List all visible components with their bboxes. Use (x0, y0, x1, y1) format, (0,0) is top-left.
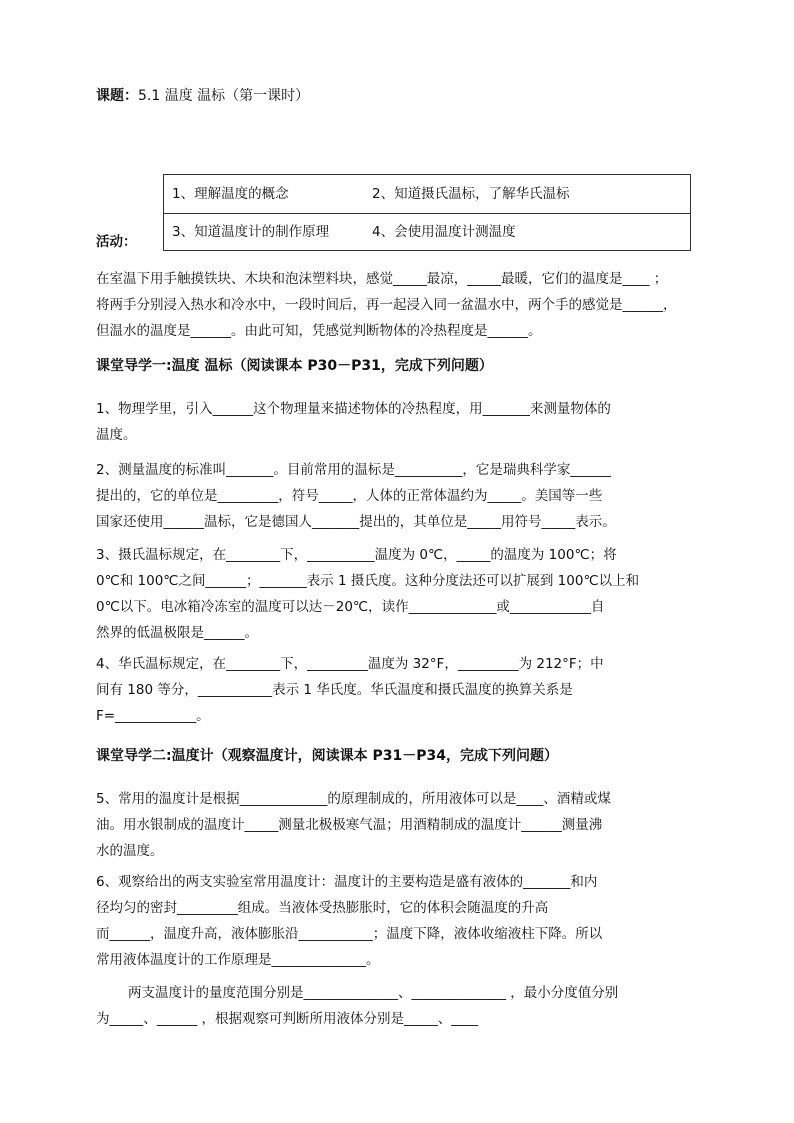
section1-heading: 课堂导学一:温度 温标（阅读课本 P30－P31，完成下列问题） (96, 358, 493, 374)
question-3 (96, 542, 710, 646)
question-2-line-1: 2、测量温度的标准叫_______。目前常用的温标是__________，它是瑞典科学家______ (96, 462, 611, 478)
question-1 (96, 396, 710, 448)
lesson-title (96, 86, 309, 106)
question-5-line-3: 水的温度。 (96, 843, 164, 859)
activity-line-3: 但温水的温度是______。由此可知，凭感觉判断物体的冷热程度是______。 (96, 323, 542, 339)
activity-line-2: 将两手分别浸入热水和冷水中，一段时间后，再一起浸入同一盆温水中，两个手的感觉是______， (96, 297, 677, 313)
question-2-line-2: 提出的，它的单位是_________，符号_____，人体的正常体温约为_____。美国等一些 (96, 488, 603, 504)
section2-heading: 课堂导学二:温度计（观察温度计，阅读课本 P31－P34，完成下列问题） (96, 748, 558, 764)
activity-line-1: 在室温下用手触摸铁块、木块和泡沫塑料块，感觉_____最凉，_____最暖，它们的温度是____ ； (96, 271, 668, 287)
goals-row-2 (164, 213, 690, 251)
question-6-line-4: 常用液体温度计的工作原理是______________。 (96, 952, 380, 968)
question-3-line-4: 然界的低温极限是______。 (96, 625, 258, 641)
question-4-line-2: 间有 180 等分，___________表示 1 华氏度。华氏温度和摄氏温度的换算关系是 (96, 682, 573, 698)
goals-row-1 (164, 175, 690, 214)
question-6-line-3: 而______，温度升高，液体膨胀沿___________；温度下降，液体收缩液柱下降。所以 (96, 926, 603, 942)
activity-label: 活动： (96, 234, 137, 250)
lesson-title-label: 课题： (96, 88, 138, 104)
question-5 (96, 786, 710, 864)
question-5-line-2: 油。用水银制成的温度计_____测量北极极寒气温；用酒精制成的温度计______测量沸 (96, 817, 603, 833)
goal-4: 4、会使用温度计测温度 (372, 224, 516, 240)
question-4 (96, 651, 710, 729)
question-6-line-1: 6、观察给出的两支实验室常用温度计：温度计的主要构造是盛有液体的_______和内 (96, 874, 598, 890)
question-7 (96, 980, 710, 1032)
question-6-line-2: 径均匀的密封_________组成。当液体受热膨胀时，它的体积会随温度的升高 (96, 900, 549, 916)
question-3-line-2: 0℃和 100℃之间______；_______表示 1 摄氏度。这种分度法还可以扩展到 100℃以上和 (96, 573, 640, 589)
question-7-line-1: 两支温度计的量度范围分别是______________、______________ ，最小分度值分别 (128, 985, 619, 1001)
question-7-line-2: 为_____、______ ，根据观察可判断所用液体分别是_____、____ (96, 1011, 479, 1027)
question-4-line-1: 4、华氏温标规定，在________下，_________温度为 32°F，_________为 212°F；中 (96, 656, 604, 672)
question-3-line-1: 3、摄氏温标规定，在________下，__________温度为 0℃，_____的温度为 100℃；将 (96, 547, 617, 563)
activity-paragraph (96, 266, 710, 344)
question-3-line-3: 0℃以下。电冰箱冷冻室的温度可以达－20℃，读作_____________或____________自 (96, 599, 605, 615)
goal-3: 3、知道温度计的制作原理 (172, 224, 330, 240)
question-2 (96, 457, 710, 535)
lesson-title-text: 5.1 温度 温标（第一课时） (138, 88, 310, 104)
goals-table (163, 174, 691, 251)
goal-2: 2、知道摄氏温标，了解华氏温标 (372, 186, 570, 202)
question-1-line-2: 温度。 (96, 427, 137, 443)
question-2-line-3: 国家还使用______温标，它是德国人_______提出的，其单位是_____用符号_____表示。 (96, 514, 616, 530)
question-1-line-1: 1、物理学里，引入______这个物理量来描述物体的冷热程度，用_______来测量物体的 (96, 401, 611, 417)
question-4-line-3: F=____________。 (96, 708, 210, 724)
question-6 (96, 869, 710, 973)
question-5-line-1: 5、常用的温度计是根据_____________的原理制成的，所用液体可以是____、酒精或煤 (96, 791, 611, 807)
goal-1: 1、理解温度的概念 (172, 186, 289, 202)
